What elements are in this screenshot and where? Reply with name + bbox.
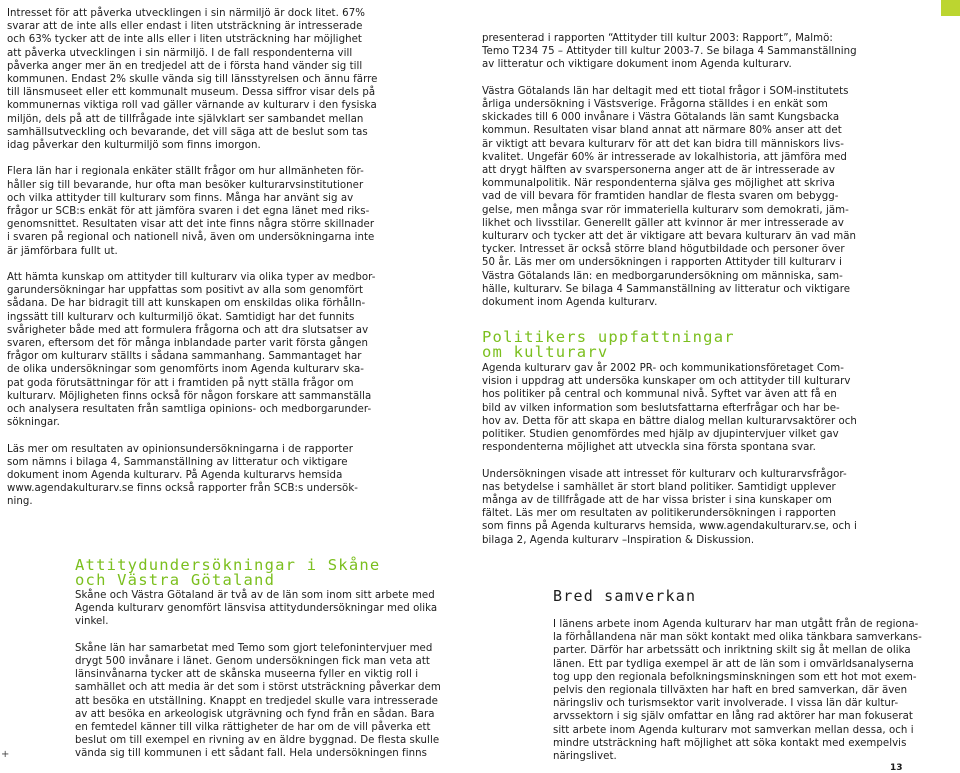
text-line: frågor om kulturarv ställts i sådana sammanhang. Sammantaget har [7,351,362,363]
text-line: Intresset för att påverka utvecklingen i sin närmiljö är dock litet. 67% [7,8,365,19]
text-line: Skåne och Västra Götaland är två av de län som inom sitt arbete med [75,590,435,601]
text-line: tog upp den regionala befolkningsminskningen som ett hot mot exem- [553,671,917,683]
heading-line: och Västra Götaland [75,571,276,589]
text-line: dokument inom Agenda kulturarv. [482,297,658,308]
text-line: I länens arbete inom Agenda kulturarv har man utgått från de regiona- [553,619,919,630]
heading-line: om kulturarv [482,343,609,361]
text-line: dokument inom Agenda kulturarv. På Agenda kulturarvs hemsida [7,470,343,481]
text-line: de olika undersökningar som genomförts inom Agenda kulturarv ska- [7,364,365,376]
text-line: ingssätt till kulturarv och kulturmiljö ökat. Samtidigt har det funnits [7,311,355,323]
text-line: Temo T234 75 – Attityder till kultur 2003-7. Se bilaga 4 Sammanställning [482,46,857,58]
text-line: Agenda kulturarv gav år 2002 PR- och kommunikationsföretaget Com- [482,363,844,374]
text-line: beslut om till exempel en rivning av en äldre byggnad. De flesta skulle [75,735,440,747]
text-line: vända sig till kommunen i ett sådant fall. Hela undersökningen finns [75,748,427,760]
text-line: många av de tillfrågade att de har vissa brister i sina kunskaper om [482,495,832,506]
text-line: påverka anger mer än en tredjedel att de i första hand vänder sig till [7,60,363,72]
text-line: fältet. Läs mer om resultaten av politikerundersökningen i rapporten [482,508,837,520]
text-line: Västra Götalands län har deltagit med ett tiotal frågor i SOM-institutets [482,85,849,97]
text-line: respondenterna möjlighet att utveckla sina första spontana svar. [482,442,816,454]
text-line: kommunernas viktiga roll vad gäller värnande av kulturarv i den fysiska [7,100,377,112]
text-line: Läs mer om resultaten av opinionsundersökningarna i de rapporter [7,443,353,455]
text-line: pat goda förutsättningar för att i framtiden på nytt ställa frågor om [7,377,354,389]
text-line: www.agendakulturarv.se finns också rapporter från SCB:s undersök- [7,483,359,495]
text-line: kulturarv. Möjligheten finns också för någon forskare att sammanställa [7,390,372,402]
text-line: mindre utsträckning haft möjlighet att söka kontakt med exempelvis [553,737,907,749]
text-line: som finns på Agenda kulturarvs hemsida, www.agendakulturarv.se, och i [482,521,857,533]
text-line: gelse, men många svar rör immateriella kulturarv som demokrati, jäm- [482,204,849,216]
text-line: presenterad i rapporten “Attityder till kultur 2003: Rapport”, Malmö: [482,33,833,44]
heading-line: Attitydundersökningar i Skåne [75,556,381,574]
text-line: 50 år. Läs mer om undersökningen i rapporten Attityder till kulturarv i [482,257,843,269]
heading-bred-samverkan: Bred samverkan [553,587,697,605]
text-line: svårigheter både med att formulera frågorna och att dra slutsatser av [7,324,369,336]
text-line: frågor ur SCB:s enkät för att jämföra svaren i det egna länet med riks- [7,206,370,217]
text-line: vision i uppdrag att undersöka kunskaper om och attityder till kulturarv [482,376,851,388]
text-line: parter. Därför har arbetssätt och inriktning skilt sig åt mellan de olika [553,645,911,657]
text-line: Agenda kulturarv genomfört länsvisa attitydundersökningar med olika [75,603,438,615]
text-line: hov av. Detta för att skapa en bättre dialog mellan kulturarvsaktörer och [482,415,857,427]
text-line: hälle, kulturarv. Se bilaga 4 Sammanställning av litteratur och viktigare [482,283,851,295]
text-line: och analysera resultaten från samtliga opinions- och medborgarunder- [7,404,372,415]
text-line: av litteratur och viktigare dokument inom Agenda kulturarv. [482,59,792,71]
text-line: idag påverkar den kulturmiljö som finns imorgon. [7,140,261,151]
text-line: Undersökningen visade att intresset för kulturarv och kulturarvsfrågor- [482,468,847,480]
text-line: och 63% tycker att de inte alls eller i liten utsträckning har möjlighet [7,34,362,46]
text-line: kommunen. Endast 2% skulle vända sig till länsstyrelsen och ännu färre [7,74,378,85]
text-line: vinkel. [75,616,109,628]
text-line: likhet och livsstilar. Generellt gäller att kvinnor är mer intresserade av [482,217,844,229]
text-line: näringslivet. [553,751,617,762]
text-line: sökningar. [7,417,60,429]
text-line: miljön, dels på att de tillfrågade inte självklart ser sambandet mellan [7,113,364,125]
text-line: tycker. Intresset är också större bland högutbildade och personer över [482,244,845,256]
page-corner-tab [941,0,960,16]
text-line: bilaga 2, Agenda kulturarv –Inspiration & Diskussion. [482,534,755,546]
page-number: 13 [890,763,903,773]
text-line: bild av vilken information som beslutsfattarna efterfrågar och har be- [482,402,840,414]
text-line: drygt 500 invånare i länet. Genom undersökningen fick man veta att [75,656,430,667]
heading-line: Politikers uppfattningar [482,328,735,346]
text-line: hos politiker på central och kommunal nivå. Syftet var även att få en [482,389,837,401]
text-line: samhällsutveckling och bevarande, det vill säga att de beslut som tas [7,126,368,138]
text-line: skickades till 6 000 invånare i Västra Götalands län samt Kungsbacka [482,112,840,124]
text-line: la förhållandena när man sökt kontakt med olika tänkbara samverkans- [553,632,922,644]
text-line: Västra Götalands län: en medborgarundersökning om människa, sam- [482,270,843,282]
text-line: att påverka utvecklingen i sin närmiljö. I de fall respondenterna vill [7,47,353,59]
text-line: länen. Ett par tydliga exempel är att de län som i omvärldsanalyserna [553,658,914,670]
text-line: arvssektorn i sig själv omfattar en lång rad aktörer har man fokuserat [553,711,913,723]
text-line: svarar att de inte alls eller endast i liten utsträckning är intresserade [7,21,363,33]
text-line: nas betydelse i samhället är stort bland politiker. Samtidigt upplever [482,481,836,493]
crop-mark-left: + [1,749,10,760]
text-line: av att besöka en arkeologisk utgrävning och fynd från en sådan. Bara [75,708,435,720]
text-line: kommunalpolitik. När respondenterna själva ges möjlighet att skriva [482,178,835,190]
text-line: genomsnittet. Resultaten visar att det inte finns några större skillnader [7,219,375,231]
text-line: sitt arbete inom Agenda kulturarv mot samverkan mellan dessa, och i [553,724,914,736]
text-line: samhället och att media är det som i störst utsträckning påverkar dem [75,682,441,694]
text-line: årliga undersökning i Västsverige. Frågorna ställdes i en enkät som [482,99,828,110]
text-line: och vilka attityder till kulturarv som finns. Många har använt sig av [7,192,354,204]
text-line: pelvis den regionala tillväxten har haft en bred samverkan, där även [553,685,908,696]
text-line: att drygt hälften av svarspersonerna anger att de är intresserade av [482,165,835,176]
text-line: länsinvånarna tycker att de skånska museerna fyller en viktig roll i [75,669,419,681]
text-line: är jämförbara fullt ut. [7,245,118,257]
heading-politikers-uppfattningar [482,330,735,360]
text-line: i svaren på regional och nationell nivå, även om undersökningarna inte [7,232,375,244]
text-line: näringsliv och turismsektor varit involverade. I vissa län där kultur- [553,698,899,710]
text-line: Att hämta kunskap om attityder till kulturarv via olika typer av medbor- [7,272,376,283]
text-line: ning. [7,496,33,508]
text-line: sådana. De har bidragit till att kunskapen om enskildas olika förhålln- [7,298,366,310]
text-line: håller sig till bevarande, hur ofta man besöker kulturarvsinstitutioner [7,179,364,191]
text-line: kvalitet. Ungefär 60% är intresserade av lokalhistoria, att jämföra med [482,151,847,163]
text-line: är viktigt att bevara kulturarv för att det kan bidra till människors livs- [482,138,844,150]
text-line: Flera län har i regionala enkäter ställt frågor om hur allmänheten för- [7,166,364,178]
heading-attitydundersokningar [75,558,380,588]
text-line: politiker. Studien genomfördes med hjälp av djupintervjuer vilket gav [482,429,839,440]
text-line: garundersökningar har uppfattas som positivt av alla som genomfört [7,285,364,297]
text-line: kulturarv och tycker att det är viktigare att bevara kulturarv än vad män [482,231,857,242]
text-line: svaren, eftersom det för många inblandade parter varit första gången [7,338,368,349]
text-line: som nämns i bilaga 4, Sammanställning av litteratur och viktigare [7,456,348,468]
text-line: kommun. Resultaten visar bland annat att närmare 80% anser att det [482,125,842,137]
text-line: att besöka en utställning. Knappt en tredjedel skulle vara intresserade [75,695,438,707]
text-line: Skåne län har samarbetat med Temo som gjort telefonintervjuer med [75,642,433,654]
text-line: vad de vill bevara för framtiden handlar de flesta svaren om bebygg- [482,191,839,203]
text-line: till länsmuseet eller ett kommunalt museum. Dessa siffror visar dels på [7,87,376,99]
text-line: en femtedel känner till vilka rättigheter de har om de vill påverka ett [75,722,431,733]
